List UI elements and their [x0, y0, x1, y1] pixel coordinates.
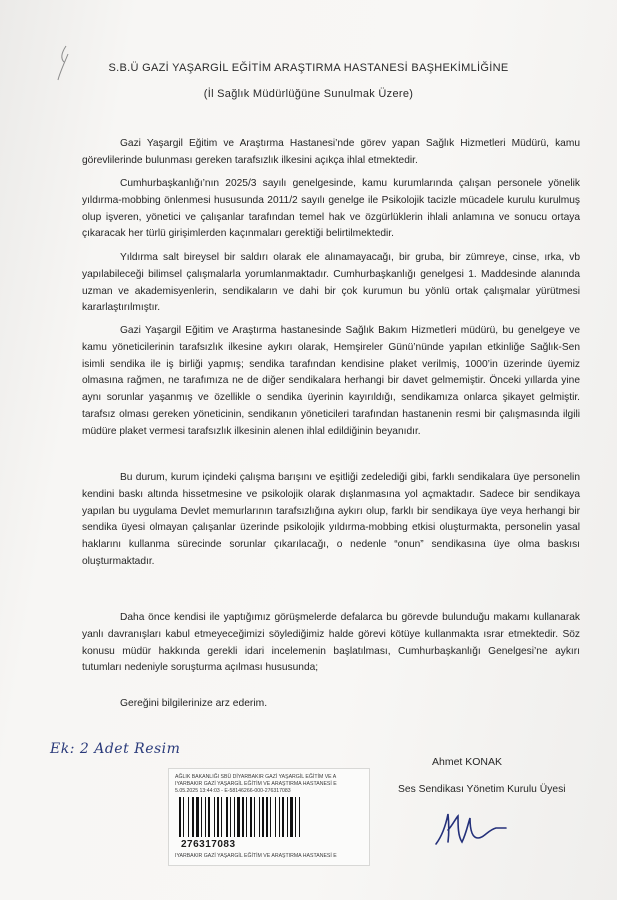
signature-icon: [432, 808, 512, 850]
stamp-footer: IYARBAKIR GAZİ YAŞARGİL EĞİTİM VE ARAŞTIRMA HASTANESİ E: [175, 853, 337, 859]
annex-note: Ek: 2 Adet Resim: [50, 741, 181, 757]
paragraph-2: Cumhurbaşkanlığı’nın 2025/3 sayılı genelgesinde, kamu kurumlarında çalışan personele yönelik yıldırma-mobbing önlenmesi hususunda 2011/2 sayılı genelge ile Psikolojik tacizle mücadele kurulu kurulmuş olup işveren, yönetici ve çalışanlar tarafından temel hak ve özgürlüklerin ihlali anlamına ve sonucu ortaya çıkaracak her türlü girişimlerden kaçınmaları gerektiği belirtilmektedir.: [82, 178, 580, 240]
signer-name: Ahmet KONAK: [432, 756, 503, 768]
closing-line: Gereğini bilgilerinize arz ederim.: [120, 698, 268, 709]
stamp-line-1: AĞLIK BAKANLIĞI SBÜ DİYARBAKIR GAZİ YAŞARGİL EĞİTİM VE A: [175, 774, 337, 780]
barcode-number: 276317083: [181, 839, 236, 850]
stamp-line-2: IYARBAKIR GAZİ YAŞARGİL EĞİTİM VE ARAŞTIRMA HASTANESİ E: [175, 781, 337, 787]
stamp-line-3: 5.05.2025 13:44:03 - E-58146266-000-276317083: [175, 788, 291, 794]
registry-stamp: [168, 768, 370, 866]
paragraph-5: Bu durum, kurum içindeki çalışma barışını ve eşitliği zedelediği gibi, farklı sendikalara üye personelin kendini baskı altında hissetmesine ve psikolojik olarak dışlanmasına yol açmaktadır. Sadece bir sendikaya yapılan bu uygulama Devlet memurlarının tarafsızlığına aykırı olup, farklı bir sendikaya üye veya herhangi bir sendika üyesi olmayan çalışanlar üzerinde psikolojik yıldırma-mobbing etkisi oluşturmakta, personelin yasal haklarını kullanma sürecinde sorunlar çıkarılacağı, o nedenle “onun” sendikasına üye olma baskısı oluşturmaktadır.: [82, 472, 580, 567]
addressee-heading: S.B.Ü GAZİ YAŞARGİL EĞİTİM ARAŞTIRMA HASTANESİ BAŞHEKİMLİĞİNE: [108, 62, 509, 74]
paragraph-3: Yıldırma salt bireysel bir saldırı olarak ele alınamayacağı, bir gruba, bir zümreye, cinse, ırka, vb yapılabileceği bilimsel çalışmalarla yorumlanmaktadır. Cumhurbaşkanlığı genelgesi 1. Maddesinde alanında uzman ve akademisyenlerin, sendikaların ve dahi bir çok kurumun bu yönlü ortak çalışmalar yürütmesi kararlaştırılmıştır.: [82, 252, 580, 314]
signer-title: Ses Sendikası Yönetim Kurulu Üyesi: [398, 784, 566, 795]
barcode-icon: [179, 797, 329, 837]
paragraph-4: Gazi Yaşargil Eğitim ve Araştırma hastanesinde Sağlık Bakım Hizmetleri müdürü, bu genelgeye ve kamu yöneticilerinin tarafsızlık ilkesine aykırı olarak, Hemşireler Günü’nünde yapılan etkinliğe Sağlık-Sen isimli sendika ile iş birliği yapmış; sendika tarafından kendisine plaket verilmiş, 1000’in üzerinde üyemiz olmasına rağmen, ne tarafımıza ne de diğer sendikalara herhangi bir davet gelmemiştir. Önceki yıllarda yine aynı sorunlar yaşanmış ve özellikle o sendika üyerinin kayırıldığı, sendikamıza onlarca şikayet gelmiştir. tarafsız olması gereken yöneticinin, sendikanın yöneticileri tarafından hastanenin resmi bir çalışmasında ilgili müdüre plaket vermesi tarafsızlık ilkesinin alenen ihlal edildiğinin beyanıdır.: [82, 325, 580, 437]
paragraph-1: Gazi Yaşargil Eğitim ve Araştırma Hastanesi’nde görev yapan Sağlık Hizmetleri Müdürü, kamu görevlilerinde bulunması gereken tarafsızlık ilkesini açıkça ihlal etmektedir.: [82, 138, 580, 166]
paragraph-6: Daha önce kendisi ile yaptığımız görüşmelerde defalarca bu görevde bulunduğu makamı kullanarak yanlı davranışları kabul etmeyeceğimizi söylediğimiz halde görevi kötüye kullanmakta ısrar etmektedir. Söz konusu müdür hakkında gerekli idari incelemenin başlatılması, Cumhurbaşkanlığı Genelgesi’ne aykırı tutumları nedeniyle soruşturma açılması hususunda;: [82, 612, 580, 674]
subtitle: (İl Sağlık Müdürlüğüne Sunulmak Üzere): [203, 88, 414, 100]
